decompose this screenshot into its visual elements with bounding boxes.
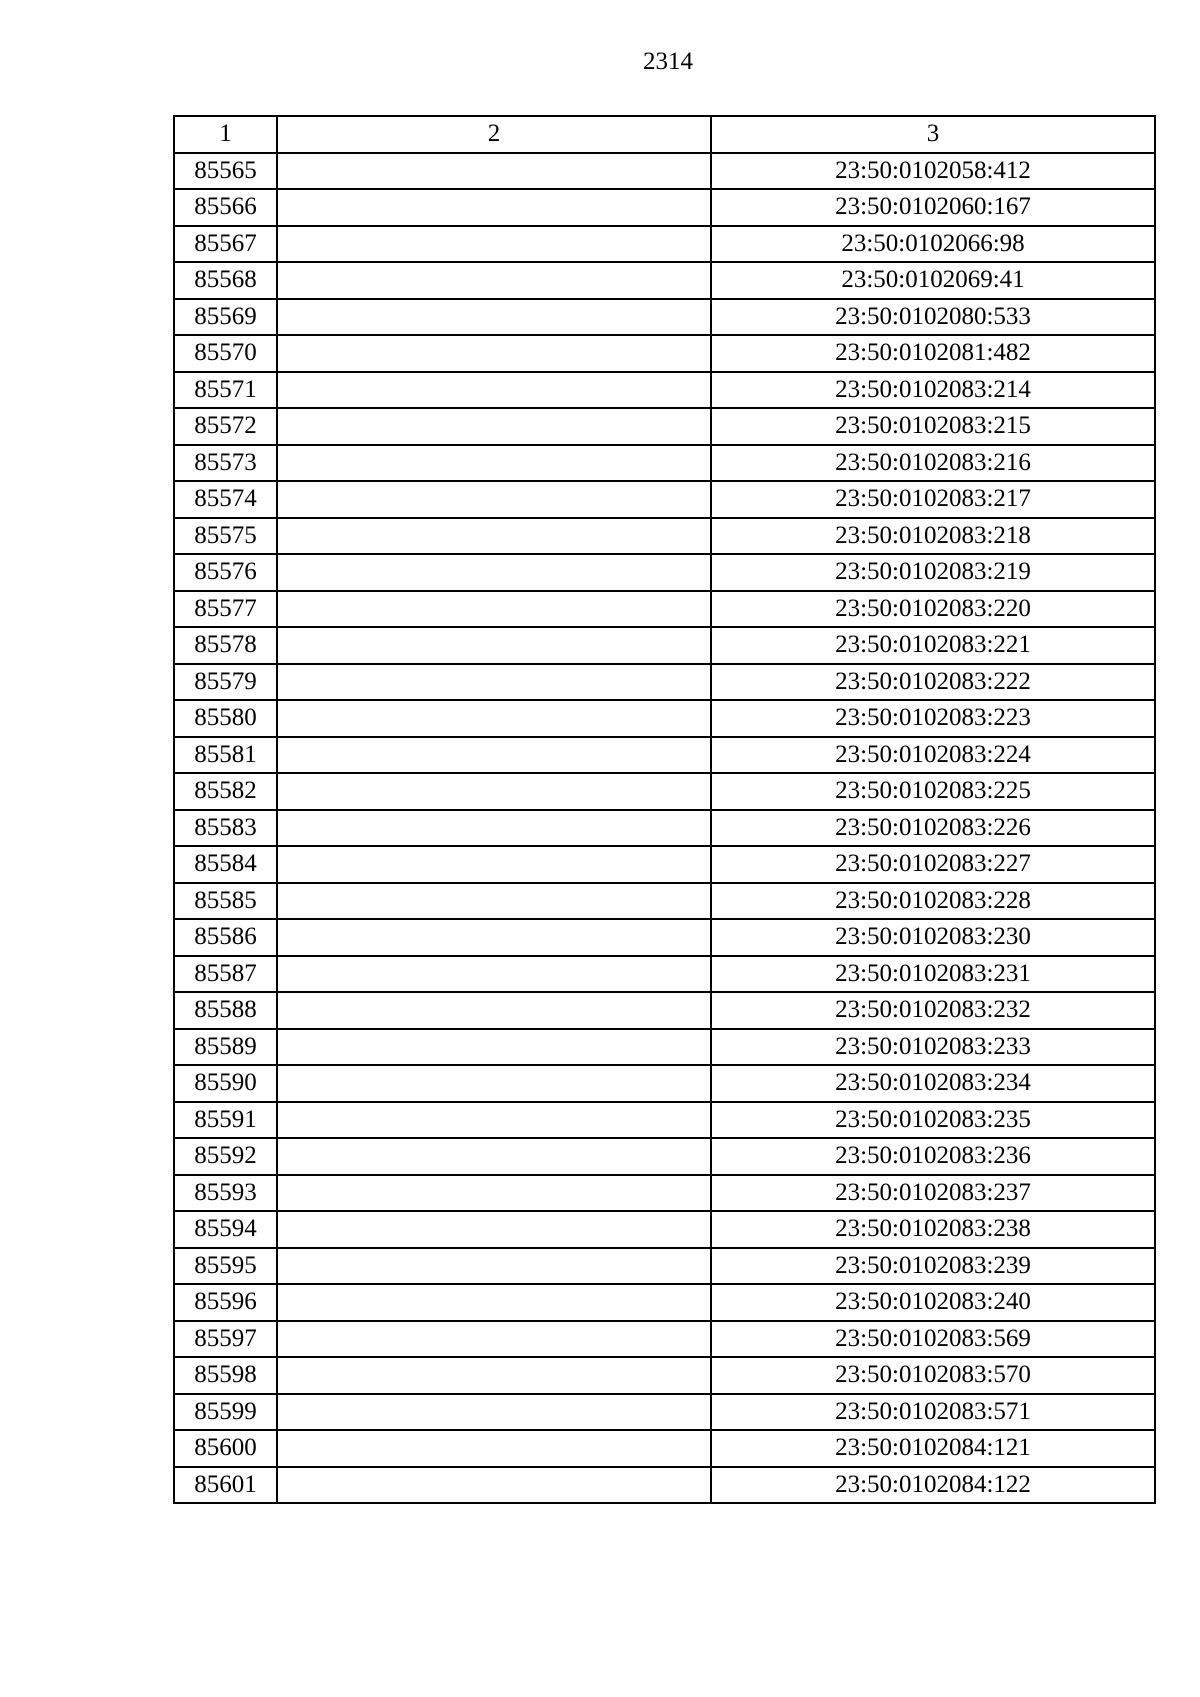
cadastral-number-cell: 23:50:0102083:223 (711, 700, 1155, 737)
table-row (174, 445, 1155, 482)
row-column-2-cell (277, 810, 711, 847)
table-row (174, 1467, 1155, 1504)
row-number-cell: 85574 (174, 481, 277, 518)
row-column-2-cell (277, 1248, 711, 1285)
row-number-cell: 85590 (174, 1065, 277, 1102)
row-number-cell: 85579 (174, 664, 277, 701)
table-row (174, 664, 1155, 701)
row-column-2-cell (277, 627, 711, 664)
row-number-cell: 85581 (174, 737, 277, 774)
cadastral-number-cell: 23:50:0102083:217 (711, 481, 1155, 518)
cadastral-number-cell: 23:50:0102083:231 (711, 956, 1155, 993)
table-row (174, 700, 1155, 737)
cadastral-number-cell: 23:50:0102083:226 (711, 810, 1155, 847)
row-number-cell: 85596 (174, 1284, 277, 1321)
row-number-cell: 85576 (174, 554, 277, 591)
cadastral-number-cell: 23:50:0102083:236 (711, 1138, 1155, 1175)
cadastral-number-cell: 23:50:0102069:41 (711, 262, 1155, 299)
row-column-2-cell (277, 1430, 711, 1467)
row-column-2-cell (277, 408, 711, 445)
row-number-cell: 85594 (174, 1211, 277, 1248)
cadastral-number-cell: 23:50:0102080:533 (711, 299, 1155, 336)
table-row (174, 591, 1155, 628)
row-number-cell: 85593 (174, 1175, 277, 1212)
row-column-2-cell (277, 372, 711, 409)
table-row (174, 153, 1155, 190)
table-row (174, 299, 1155, 336)
registry-table (173, 115, 1156, 1504)
table-row (174, 1284, 1155, 1321)
row-number-cell: 85572 (174, 408, 277, 445)
row-column-2-cell (277, 1284, 711, 1321)
cadastral-number-cell: 23:50:0102083:219 (711, 554, 1155, 591)
table-row (174, 992, 1155, 1029)
table-row (174, 1211, 1155, 1248)
cadastral-number-cell: 23:50:0102083:220 (711, 591, 1155, 628)
page-number: 2314 (643, 48, 693, 75)
cadastral-number-cell: 23:50:0102083:233 (711, 1029, 1155, 1066)
table-row (174, 1175, 1155, 1212)
row-number-cell: 85599 (174, 1394, 277, 1431)
table-row (174, 627, 1155, 664)
column-header-3: 3 (711, 116, 1155, 153)
row-column-2-cell (277, 1467, 711, 1504)
row-column-2-cell (277, 1357, 711, 1394)
row-column-2-cell (277, 992, 711, 1029)
cadastral-number-cell: 23:50:0102083:237 (711, 1175, 1155, 1212)
row-column-2-cell (277, 664, 711, 701)
row-number-cell: 85592 (174, 1138, 277, 1175)
row-column-2-cell (277, 554, 711, 591)
row-number-cell: 85583 (174, 810, 277, 847)
row-number-cell: 85601 (174, 1467, 277, 1504)
table-header-row (174, 116, 1155, 153)
table-row (174, 1394, 1155, 1431)
cadastral-number-cell: 23:50:0102083:228 (711, 883, 1155, 920)
table-row (174, 1065, 1155, 1102)
row-number-cell: 85588 (174, 992, 277, 1029)
cadastral-number-cell: 23:50:0102083:221 (711, 627, 1155, 664)
table-row (174, 189, 1155, 226)
cadastral-number-cell: 23:50:0102083:225 (711, 773, 1155, 810)
row-column-2-cell (277, 189, 711, 226)
cadastral-number-cell: 23:50:0102083:235 (711, 1102, 1155, 1139)
table-row (174, 919, 1155, 956)
row-column-2-cell (277, 883, 711, 920)
row-column-2-cell (277, 518, 711, 555)
cadastral-number-cell: 23:50:0102083:215 (711, 408, 1155, 445)
table-row (174, 1138, 1155, 1175)
row-column-2-cell (277, 1394, 711, 1431)
row-number-cell: 85567 (174, 226, 277, 263)
table-row (174, 554, 1155, 591)
cadastral-number-cell: 23:50:0102083:216 (711, 445, 1155, 482)
row-column-2-cell (277, 737, 711, 774)
cadastral-number-cell: 23:50:0102083:240 (711, 1284, 1155, 1321)
table-row (174, 773, 1155, 810)
cadastral-number-cell: 23:50:0102083:222 (711, 664, 1155, 701)
row-number-cell: 85598 (174, 1357, 277, 1394)
cadastral-number-cell: 23:50:0102083:224 (711, 737, 1155, 774)
row-column-2-cell (277, 1102, 711, 1139)
row-column-2-cell (277, 226, 711, 263)
row-number-cell: 85597 (174, 1321, 277, 1358)
table-row (174, 1321, 1155, 1358)
row-number-cell: 85582 (174, 773, 277, 810)
cadastral-number-cell: 23:50:0102083:218 (711, 518, 1155, 555)
cadastral-number-cell: 23:50:0102083:227 (711, 846, 1155, 883)
row-column-2-cell (277, 1138, 711, 1175)
table-row (174, 408, 1155, 445)
table-row (174, 846, 1155, 883)
column-header-1: 1 (174, 116, 277, 153)
row-column-2-cell (277, 956, 711, 993)
table-row (174, 737, 1155, 774)
row-number-cell: 85584 (174, 846, 277, 883)
row-number-cell: 85573 (174, 445, 277, 482)
table-row (174, 1029, 1155, 1066)
row-column-2-cell (277, 335, 711, 372)
row-number-cell: 85591 (174, 1102, 277, 1139)
row-number-cell: 85595 (174, 1248, 277, 1285)
table-row (174, 1357, 1155, 1394)
cadastral-number-cell: 23:50:0102083:234 (711, 1065, 1155, 1102)
table-row (174, 372, 1155, 409)
row-column-2-cell (277, 1029, 711, 1066)
row-number-cell: 85600 (174, 1430, 277, 1467)
row-number-cell: 85578 (174, 627, 277, 664)
cadastral-number-cell: 23:50:0102083:232 (711, 992, 1155, 1029)
row-number-cell: 85580 (174, 700, 277, 737)
table-row (174, 1102, 1155, 1139)
table-row (174, 226, 1155, 263)
cadastral-number-cell: 23:50:0102083:571 (711, 1394, 1155, 1431)
cadastral-number-cell: 23:50:0102083:238 (711, 1211, 1155, 1248)
table-row (174, 1430, 1155, 1467)
row-column-2-cell (277, 700, 711, 737)
row-number-cell: 85569 (174, 299, 277, 336)
cadastral-number-cell: 23:50:0102058:412 (711, 153, 1155, 190)
cadastral-number-cell: 23:50:0102081:482 (711, 335, 1155, 372)
row-number-cell: 85589 (174, 1029, 277, 1066)
row-column-2-cell (277, 846, 711, 883)
cadastral-number-cell: 23:50:0102083:570 (711, 1357, 1155, 1394)
cadastral-number-cell: 23:50:0102083:569 (711, 1321, 1155, 1358)
row-number-cell: 85587 (174, 956, 277, 993)
cadastral-number-cell: 23:50:0102084:122 (711, 1467, 1155, 1504)
row-column-2-cell (277, 773, 711, 810)
row-column-2-cell (277, 1175, 711, 1212)
row-column-2-cell (277, 445, 711, 482)
table-row (174, 335, 1155, 372)
table-row (174, 956, 1155, 993)
table-row (174, 810, 1155, 847)
cadastral-number-cell: 23:50:0102060:167 (711, 189, 1155, 226)
cadastral-number-cell: 23:50:0102083:214 (711, 372, 1155, 409)
table-row (174, 481, 1155, 518)
table-row (174, 1248, 1155, 1285)
row-number-cell: 85570 (174, 335, 277, 372)
cadastral-number-cell: 23:50:0102084:121 (711, 1430, 1155, 1467)
row-number-cell: 85568 (174, 262, 277, 299)
row-number-cell: 85575 (174, 518, 277, 555)
row-column-2-cell (277, 262, 711, 299)
row-number-cell: 85586 (174, 919, 277, 956)
table-row (174, 518, 1155, 555)
row-column-2-cell (277, 1321, 711, 1358)
cadastral-number-cell: 23:50:0102066:98 (711, 226, 1155, 263)
row-column-2-cell (277, 153, 711, 190)
row-number-cell: 85571 (174, 372, 277, 409)
table-body (174, 153, 1155, 1504)
table-row (174, 883, 1155, 920)
table-row (174, 262, 1155, 299)
row-number-cell: 85566 (174, 189, 277, 226)
row-column-2-cell (277, 1065, 711, 1102)
row-number-cell: 85577 (174, 591, 277, 628)
cadastral-number-cell: 23:50:0102083:239 (711, 1248, 1155, 1285)
column-header-2: 2 (277, 116, 711, 153)
cadastral-number-cell: 23:50:0102083:230 (711, 919, 1155, 956)
row-column-2-cell (277, 591, 711, 628)
row-column-2-cell (277, 1211, 711, 1248)
row-number-cell: 85565 (174, 153, 277, 190)
row-column-2-cell (277, 481, 711, 518)
row-column-2-cell (277, 299, 711, 336)
row-number-cell: 85585 (174, 883, 277, 920)
row-column-2-cell (277, 919, 711, 956)
